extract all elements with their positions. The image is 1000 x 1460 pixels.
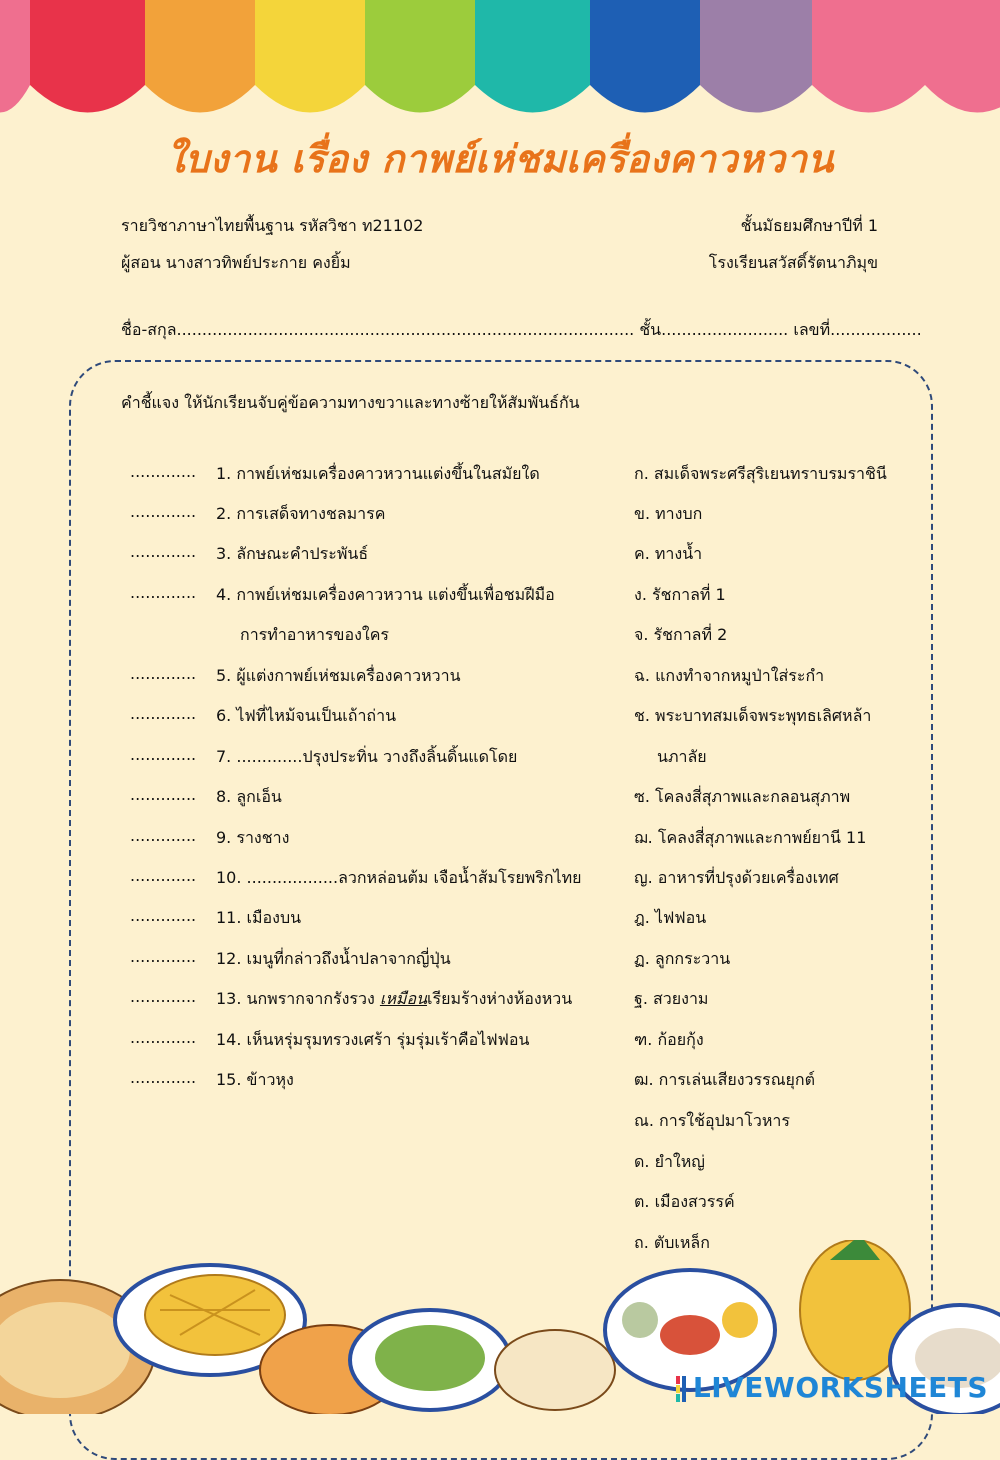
answer-blank-14[interactable]: ............. bbox=[130, 1028, 197, 1047]
answer-option-chho: ฉ. แกงทำจากหมูป่าใส่ระกำ bbox=[634, 666, 825, 685]
answer-option-do-dek: ด. ยำใหญ่ bbox=[634, 1152, 705, 1171]
question-13-part-2: เรียมร้างห่างห้องหวน bbox=[427, 989, 573, 1008]
match-row-4-cont bbox=[0, 623, 1000, 653]
school-info: โรงเรียนสวัสดิ์รัตนาภิมุข bbox=[708, 253, 878, 272]
answer-option-ngo: ง. รัชกาลที่ 1 bbox=[634, 585, 726, 604]
answer-option-tho-thung: ถ. ตับเหล็ก bbox=[634, 1233, 710, 1252]
answer-option-kho: ข. ทางบก bbox=[634, 504, 703, 523]
answer-option-no-nen: ณ. การใช้อุปมาโวหาร bbox=[634, 1111, 790, 1130]
teacher-info: ผู้สอน นางสาวทิพย์ประกาย คงยิ้ม bbox=[121, 253, 351, 272]
awning-scallop bbox=[145, 0, 255, 113]
answer-option-chho-choe: ฌ. โคลงสี่สุภาพและกาพย์ยานี 11 bbox=[634, 828, 867, 847]
match-row-11 bbox=[0, 906, 1000, 936]
answer-blank-2[interactable]: ............. bbox=[130, 502, 197, 521]
question-12: 12. เมนูที่กล่าวถึงน้ำปลาจากญี่ปุ่น bbox=[216, 949, 451, 968]
answer-blank-15[interactable]: ............. bbox=[130, 1068, 197, 1087]
awning-scallop bbox=[475, 0, 590, 113]
answer-blank-11[interactable]: ............. bbox=[130, 906, 197, 925]
question-1: 1. กาพย์เห่ชมเครื่องคาวหวานแต่งขึ้นในสมัยใด bbox=[216, 464, 540, 483]
page-title: ใบงาน เรื่อง กาพย์เห่ชมเครื่องคาวหวาน bbox=[166, 136, 834, 181]
match-row-8 bbox=[0, 785, 1000, 815]
match-row-4 bbox=[0, 583, 1000, 613]
awning-scallop bbox=[30, 0, 145, 113]
question-11: 11. เมืองบน bbox=[216, 908, 302, 927]
answer-blank-9[interactable]: ............. bbox=[130, 826, 197, 845]
match-row-16 bbox=[0, 1109, 1000, 1139]
match-row-12 bbox=[0, 947, 1000, 977]
answer-option-tho-than: ฐ. สวยงาม bbox=[634, 989, 709, 1008]
question-13-emphasis: เหมือน bbox=[379, 989, 428, 1008]
answer-blank-12[interactable]: ............. bbox=[130, 947, 197, 966]
watermark bbox=[675, 1371, 988, 1404]
question-4-continued: การทำอาหารของใคร bbox=[240, 625, 389, 644]
match-row-5 bbox=[0, 664, 1000, 694]
awning-scallop bbox=[590, 0, 700, 113]
watermark-text: LIVEWORKSHEETS bbox=[692, 1371, 988, 1404]
answer-blank-3[interactable]: ............. bbox=[130, 542, 197, 561]
match-row-2 bbox=[0, 502, 1000, 532]
question-7: 7. .............ปรุงประทิ่น วางถึงลิ้นดิ้นแดโดย bbox=[216, 747, 518, 766]
answer-blank-4[interactable]: ............. bbox=[130, 583, 197, 602]
question-9: 9. รางชาง bbox=[216, 828, 290, 847]
question-15: 15. ข้าวหุง bbox=[216, 1070, 294, 1089]
answer-option-kho-khwai: ค. ทางน้ำ bbox=[634, 544, 703, 563]
awning-scallop bbox=[700, 0, 812, 113]
answer-option-ko: ก. สมเด็จพระศรีสุริเยนทราบรมราชินี bbox=[634, 464, 887, 483]
awning-scallop bbox=[925, 0, 1000, 113]
answer-option-tho-phuthao: ฒ. การเล่นเสียงวรรณยุกต์ bbox=[634, 1070, 815, 1089]
question-8: 8. ลูกเอ็น bbox=[216, 787, 282, 806]
question-5: 5. ผู้แต่งกาพย์เห่ชมเครื่องคาวหวาน bbox=[216, 666, 461, 685]
grade-info: ชั้นมัธยมศึกษาปีที่ 1 bbox=[740, 216, 878, 235]
answer-option-tho-montho: ฑ. ก้อยกุ้ง bbox=[634, 1030, 704, 1049]
match-row-3 bbox=[0, 542, 1000, 572]
answer-option-yo: ญ. อาหารที่ปรุงด้วยเครื่องเทศ bbox=[634, 868, 839, 887]
subject-info: รายวิชาภาษาไทยพื้นฐาน รหัสวิชา ท21102 bbox=[121, 216, 424, 235]
answer-blank-10[interactable]: ............. bbox=[130, 866, 197, 885]
match-row-7 bbox=[0, 745, 1000, 775]
answer-blank-8[interactable]: ............. bbox=[130, 785, 197, 804]
answer-option-cho: จ. รัชกาลที่ 2 bbox=[634, 625, 728, 644]
answer-blank-7[interactable]: ............. bbox=[130, 745, 197, 764]
match-row-14 bbox=[0, 1028, 1000, 1058]
question-13-part-1: 13. นกพรากจากรังรวง bbox=[216, 989, 380, 1008]
question-3: 3. ลักษณะคำประพันธ์ bbox=[216, 544, 369, 563]
question-2: 2. การเสด็จทางชลมารค bbox=[216, 504, 386, 523]
match-row-15 bbox=[0, 1068, 1000, 1098]
answer-blank-5[interactable]: ............. bbox=[130, 664, 197, 683]
question-13 bbox=[216, 987, 572, 1012]
match-row-10 bbox=[0, 866, 1000, 896]
question-10: 10. ..................ลวกหล่อนต้ม เจือน้ำส้มโรยพริกไทย bbox=[216, 868, 582, 887]
match-row-18 bbox=[0, 1190, 1000, 1220]
watermark-logo-icon bbox=[675, 1374, 691, 1404]
answer-option-to-patak: ฏ. ลูกกระวาน bbox=[634, 949, 731, 968]
awning-banner bbox=[0, 0, 1000, 125]
answer-option-chho-chang-continued: นภาลัย bbox=[657, 747, 707, 766]
answer-blank-1[interactable]: ............. bbox=[130, 462, 197, 481]
awning-scallop bbox=[255, 0, 365, 113]
instruction-text: คำชี้แจง ให้นักเรียนจับคู่ข้อความทางขวาและทางซ้ายให้สัมพันธ์กัน bbox=[121, 393, 580, 412]
question-6: 6. ไฟที่ไหม้จนเป็นเถ้าถ่าน bbox=[216, 706, 397, 725]
answer-option-chho-chang: ช. พระบาทสมเด็จพระพุทธเลิศหล้า bbox=[634, 706, 872, 725]
answer-option-so: ซ. โคลงสี่สุภาพและกลอนสุภาพ bbox=[634, 787, 851, 806]
question-14: 14. เห็นหรุ่มรุมทรวงเศร้า รุ่มรุ่มเร้าคือไฟฟอน bbox=[216, 1030, 530, 1049]
match-row-6 bbox=[0, 704, 1000, 734]
question-4: 4. กาพย์เห่ชมเครื่องคาวหวาน แต่งขึ้นเพื่อชมฝีมือ bbox=[216, 585, 555, 604]
match-row-1 bbox=[0, 462, 1000, 492]
match-row-9 bbox=[0, 826, 1000, 856]
answer-blank-13[interactable]: ............. bbox=[130, 987, 197, 1006]
match-row-13 bbox=[0, 987, 1000, 1017]
awning-scallop bbox=[365, 0, 475, 113]
answer-blank-6[interactable]: ............. bbox=[130, 704, 197, 723]
match-row-17 bbox=[0, 1150, 1000, 1180]
answer-option-to-tao: ต. เมืองสวรรค์ bbox=[634, 1192, 735, 1211]
awning-scallop bbox=[0, 0, 30, 113]
answer-option-do-chada: ฎ. ไฟฟอน bbox=[634, 908, 707, 927]
awning-scallop bbox=[812, 0, 925, 113]
student-name-line[interactable]: ชื่อ-สกุล.......................................................................................... ชั้น......................... เลขที่.................. bbox=[121, 320, 922, 339]
